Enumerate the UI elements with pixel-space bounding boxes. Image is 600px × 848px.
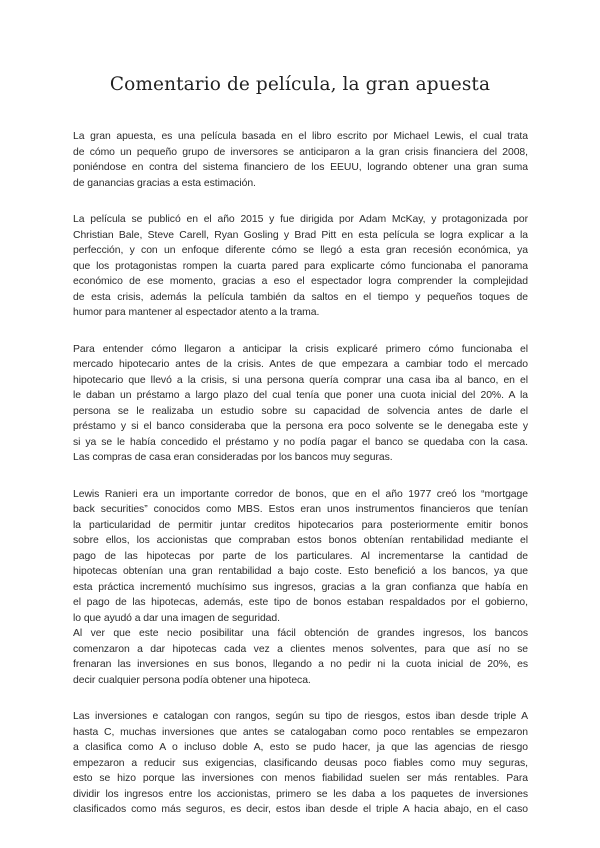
text-line: económico de ese momento, gracias a eso el espectador logra comprender la complejidad [73, 276, 528, 287]
text-line: back securities” conocidos como MBS. Estos eran unos instrumentos financieros que tenían [73, 504, 528, 515]
text-line: sobre ellos, los accionistas que compraban estos bonos obtenían rentabilidad mediante el [73, 535, 528, 546]
text-line: empezaron a reducir sus exigencias, clasificando deusas poco fiables como muy seguras, [73, 757, 528, 769]
paragraph-bank-lending [73, 626, 528, 688]
document-body [73, 129, 528, 839]
text-line: Lewis Ranieri era un importante corredor de bonos, que en el año 1977 creó los “mortgage [73, 488, 528, 500]
text-line: lo que ayudó a dar una imagen de seguridad. [73, 612, 280, 624]
paragraph-intro [73, 129, 528, 191]
text-line: si ya se le había concedido el préstamo y no podía pagar el banco se quedaba con la casa. [73, 436, 528, 448]
text-line: a clasifica como A o incluso doble A, esto se pudo hacer, ja que las agencias de riesgo [73, 742, 528, 753]
text-line: decir cualquier persona podía obtener una hipoteca. [73, 674, 311, 686]
text-line: perfección, y con un enfoque diferente cómo se llegó a esta gran recesión económica, ya [73, 245, 528, 256]
text-line: que los protagonistas rompen la cuarta pared para explicarte cómo funcionaba el panorama [73, 260, 528, 272]
text-line: esto se hizo porque las inversiones con menos fiabilidad suelen ser más rentables. Para [73, 773, 528, 784]
paragraph-mbs [73, 487, 528, 627]
text-line: La gran apuesta, es una película basada en el libro escrito por Michael Lewis, el cual trata [73, 131, 528, 142]
paragraph-ratings [73, 709, 528, 818]
text-line: de esta crisis, además la película también da saltos en el tiempo y pequeños toques de [73, 291, 528, 303]
text-line: préstamo y si el banco consideraba que la persona era poco solvente se le denegaba este y [73, 421, 528, 432]
text-line: Para entender cómo llegaron a anticipar la crisis explicaré primero cómo funcionaba el [73, 343, 528, 355]
text-line: La película se publicó en el año 2015 y fue dirigida por Adam McKay, y protagonizada por [73, 214, 528, 225]
text-line: humor para mantener al espectador atento a la trama. [73, 307, 320, 318]
paragraph-mortgage-market [73, 342, 528, 466]
text-line: le daban un préstamo a largo plazo del cual tenía que poner una cuota inicial del 20%. A la [73, 390, 528, 401]
text-line: esta práctica incrementó muchísimo sus ingresos, gracias a la gran confianza que había en [73, 581, 528, 593]
text-line: Al ver que este necio posibilitar una fácil obtención de grandes ingresos, los bancos [73, 628, 528, 639]
text-line: hipotecas obtenían una gran rentabilidad a bajo coste. Esto benefició a los bancos, ya que [73, 566, 528, 577]
text-line: de cómo un pequeño grupo de inversores se anticiparon a la gran crisis financiera del 2008, [73, 146, 528, 158]
text-line: Las compras de casa eran consideradas por los bancos muy seguras. [73, 452, 393, 463]
text-line: poniéndose en contra del sistema financiero de los EEUU, logrando obtener una gran suma [73, 162, 528, 173]
text-line: mercado hipotecario antes de la crisis. Antes de que empezara a cambiar todo el mercado [73, 359, 528, 370]
text-line: clasificados como más seguros, es decir, estos iban desde el triple A hacia abajo, en el caso [73, 804, 528, 815]
text-line: Las inversiones e catalogan con rangos, según su tipo de riesgos, estos iban desde triple A [73, 711, 528, 722]
text-line: de ganancias gracias a esta estimación. [73, 177, 256, 189]
text-line: persona se le realizaba un estudio sobre su capacidad de solvencia antes de darle el [73, 405, 528, 417]
text-line: hipotecario que llevó a la crisis, si una persona quería comprar una casa iba al banco, en el [73, 374, 528, 386]
document-title: Comentario de película, la gran apuesta [109, 74, 491, 95]
text-line: pago de las hipotecas por parte de los particulares. Al incrementarse la cantidad de [73, 550, 528, 562]
text-line: comenzaron a dar hipotecas cada vez a clientes menos solventes, para que así no se [73, 643, 528, 655]
text-line: frenaran las inversiones en sus bonos, llegando a no pedir ni la cuota inicial de 20%, es [73, 659, 528, 670]
paragraph-film-details [73, 212, 528, 321]
text-line: hasta C, muchas inversiones que antes se catalogaban como poco rentables se empezaron [73, 726, 528, 738]
text-line: dividir los ingresos entre los accionistas, primero se les daba a los paquetes de inversiones [73, 788, 528, 800]
text-line: Christian Bale, Steve Carell, Ryan Gosling y Brad Pitt en esta película se logra explicar a la [73, 229, 528, 241]
text-line: la particularidad de permitir juntar creditos hipotecarios para posteriormente emitir bonos [73, 519, 528, 531]
text-line: el pago de las hipotecas, además, este tipo de bonos estaban respaldados por el gobierno, [73, 597, 528, 608]
